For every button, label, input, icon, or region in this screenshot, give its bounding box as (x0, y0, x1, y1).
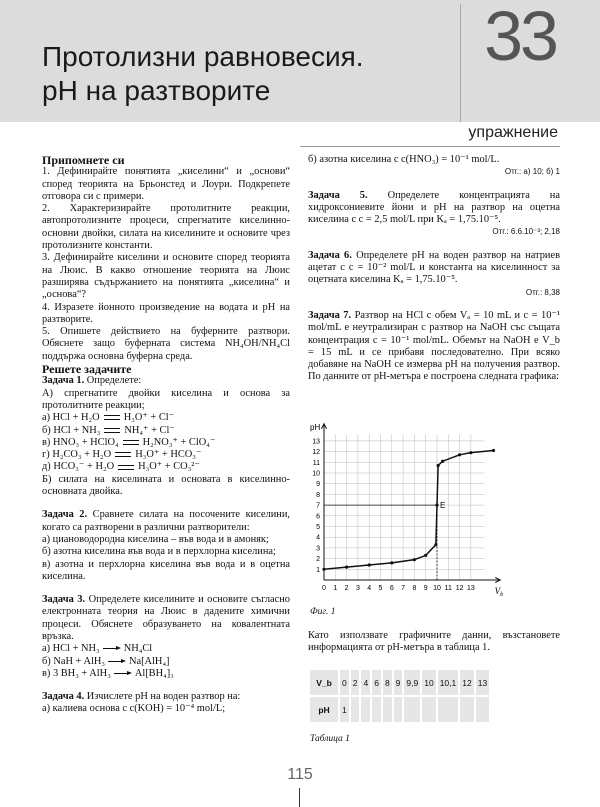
y-tick-label: 3 (316, 545, 320, 553)
x-tick-label: 11 (444, 585, 452, 592)
x-tick-label: 7 (401, 585, 406, 592)
y-tick-label: 13 (312, 438, 320, 446)
x-tick-label: 5 (378, 585, 383, 592)
arrow-right-icon (102, 645, 122, 652)
remember-item: 5. Опишете действието на буферните разтвори. Обяснете защо буферната система NH₄OH/NH₄Cl поддържа основна буферна среда. (42, 326, 290, 362)
title-line-2: рН на разтворите (42, 75, 271, 106)
chapter-divider (460, 4, 461, 122)
table-head-vb: V_b (310, 670, 338, 695)
table-cell: 1 (340, 697, 349, 722)
data-point (492, 449, 495, 452)
table-cell (361, 697, 370, 722)
task-6-answer: Отг.: 8,38 (525, 287, 560, 297)
equilibrium-arrow-icon (121, 438, 141, 447)
task-1-part-b: Б) силата на киселината и основата в киселинно-основната двойка. (42, 473, 290, 498)
y-tick-label: 6 (316, 513, 320, 521)
data-point (441, 460, 444, 463)
titration-chart (306, 416, 546, 606)
table-cell: 2 (351, 670, 360, 695)
right-column (308, 154, 560, 384)
data-point (424, 554, 427, 557)
data-point (458, 453, 461, 456)
reaction-line: б) NaH + AlH₃ Na[AlH₄] (42, 655, 170, 667)
task-3: Задача 3. Определете киселините и основите съгласно електронната теория на Люис в дадените химични процеси. Обяснете образуването на ковалентната връзка. (42, 594, 290, 642)
table-cell: 12 (460, 670, 473, 695)
x-tick-label: 3 (355, 585, 360, 592)
y-tick-label: 10 (312, 470, 320, 478)
x-tick-label: 9 (423, 585, 428, 592)
y-tick-label: 4 (316, 534, 320, 542)
x-tick-label: 13 (467, 585, 475, 592)
equilibrium-arrow-icon (116, 463, 136, 472)
table-cell (394, 697, 403, 722)
x-tick-label: 4 (367, 585, 372, 592)
solve-heading: Решете задачите (42, 362, 132, 377)
arrow-right-icon (113, 670, 133, 677)
table-cell (438, 697, 459, 722)
reaction-line: а) HCl + H₂O H₃O⁺ + Cl⁻ (42, 412, 175, 424)
table-cell (460, 697, 473, 722)
task-2-item: б) азотна киселина във вода и в перхлорна киселина; (42, 546, 276, 558)
reaction-line: а) HCl + NH₃ NH₄Cl (42, 643, 153, 655)
data-point (413, 558, 416, 561)
table-cell: 10,1 (438, 670, 459, 695)
left-column (42, 154, 290, 716)
title-line-1: Протолизни равновесия. (42, 41, 364, 72)
equilibrium-arrow-icon (113, 450, 133, 459)
section-label: упражнение (468, 124, 558, 141)
table-cell (372, 697, 381, 722)
titration-curve (324, 451, 494, 570)
reaction-line: б) HCl + NH₃ NH₄⁺ + Cl⁻ (42, 424, 175, 436)
figure-caption: Фиг. 1 (310, 607, 336, 617)
page-rule (299, 788, 300, 807)
x-tick-label: 1 (333, 585, 338, 592)
table-row (310, 697, 489, 722)
task-2-item: а) циановодородна киселина – във вода и в амоняк; (42, 533, 269, 545)
table-head-ph: рН (310, 697, 338, 722)
page-number: 115 (287, 766, 313, 783)
y-axis-label: pH (310, 423, 321, 433)
y-tick-label: 8 (316, 491, 320, 499)
table-cell (404, 697, 420, 722)
reaction-line: д) HCO₃⁻ + H₂O H₃O⁺ + CO₃²⁻ (42, 461, 200, 473)
table-row (310, 670, 489, 695)
task-2-item: в) азотна и перхлорна киселина във вода и в оцетна киселина. (42, 558, 290, 582)
page-title (42, 40, 364, 108)
table-cell (351, 697, 360, 722)
task-4-answer: Отг.: а) 10; б) 1 (504, 167, 560, 177)
equilibrium-arrow-icon (102, 413, 122, 422)
reaction-line: в) 3 BH₃ + AlH₃ Al[BH₄]₃ (42, 667, 174, 679)
data-point (434, 543, 437, 546)
y-tick-label: 12 (312, 449, 320, 457)
table-cell: 9,9 (404, 670, 420, 695)
remember-item: 4. Изразете йонното произведение на водата и рН на разтворите. (42, 301, 290, 325)
x-tick-label: 10 (433, 585, 441, 592)
remember-item: 1. Дефинирайте понятията „киселини“ и „основи“ според теорията на Брьонстед и Лоури. Подкрепете отговора си с примери. (42, 166, 290, 202)
data-point (469, 451, 472, 454)
table-caption: Таблица 1 (310, 734, 350, 744)
equivalence-label: E (440, 501, 446, 511)
remember-item: 2. Характеризирайте протолитните реакции, автопротолизните процеси, спрегнатите киселинно-основни двойки, силата на киселините и основите чрез протолизните константи. (42, 203, 290, 252)
task-7-instruction: Като използвате графичните данни, възстановете информацията от рН-метъра в таблица 1. (308, 630, 560, 654)
data-point (345, 566, 348, 569)
x-tick-label: 8 (412, 585, 417, 592)
task-5: Задача 5. Определете концентрацията на хидроксониевите йони и рН на разтвор на оцетна киселина с c = 2,5 mol/L при Kₐ = 1,75.10⁻⁵. (308, 189, 560, 226)
data-table (308, 668, 491, 724)
x-tick-label: 0 (322, 585, 326, 592)
task-4: Задача 4. Изчислете рН на воден разтвор на: (42, 691, 241, 703)
task-1: Задача 1. Определете: (42, 375, 142, 387)
table-cell (476, 697, 489, 722)
y-tick-label: 1 (316, 566, 320, 574)
task-2: Задача 2. Сравнете силата на посочените киселини, когато са разтворени в различни разтворители: (42, 509, 290, 533)
table-cell: 10 (422, 670, 435, 695)
table-cell: 0 (340, 670, 349, 695)
table-cell: 8 (383, 670, 392, 695)
reaction-line: в) HNO₃ + HClO₄ H₂NO₃⁺ + ClO₄⁻ (42, 436, 216, 448)
table-cell (422, 697, 435, 722)
arrow-right-icon (107, 658, 127, 665)
task-6: Задача 6. Определете рН на воден разтвор на натриев ацетат с c = 10⁻² mol/L и константа на киселинност за оцетната киселина Kₐ = 1,75.10⁻⁵. (308, 249, 560, 286)
data-point (368, 563, 371, 566)
equilibrium-arrow-icon (102, 426, 122, 435)
y-tick-label: 2 (316, 556, 320, 564)
x-tick-label: 2 (344, 585, 349, 592)
data-point (322, 568, 325, 571)
x-tick-label: 12 (455, 585, 464, 592)
x-tick-label: 6 (389, 585, 394, 592)
y-tick-label: 5 (316, 524, 320, 531)
remember-item: 3. Дефинирайте киселини и основите според теорията на Люис. В какво отношение теорията на Люис разширява съдържанието на понятията „киселина“ и „основа“? (42, 252, 290, 301)
table-cell (383, 697, 392, 722)
data-point (390, 561, 393, 564)
section-rule (300, 146, 560, 147)
table-cell: 6 (372, 670, 381, 695)
task-5-answer: Отг.: 6.6.10⁻³; 2,18 (492, 227, 560, 237)
x-axis-label: $V_b$ (494, 586, 504, 598)
y-tick-label: 9 (316, 481, 320, 489)
task-4-part-b: б) азотна киселина с c(HNO₃) = 10⁻¹ mol/L. (308, 154, 500, 165)
table-cell: 4 (361, 670, 370, 695)
task-4-part-a: а) калиева основа с c(KOH) = 10⁻⁴ mol/L; (42, 703, 226, 715)
y-tick-label: 7 (316, 502, 320, 510)
data-point (437, 464, 440, 467)
table-cell: 13 (476, 670, 489, 695)
task-1-part-a: А) спрегнатите двойки киселина и основа за протолитните реакции; (42, 387, 290, 411)
table-cell: 9 (394, 670, 403, 695)
y-tick-label: 11 (312, 459, 320, 467)
reaction-line: г) H₂CO₃ + H₂O H₃O⁺ + HCO₃⁻ (42, 449, 202, 461)
remember-heading: Припомнете си (42, 153, 125, 167)
data-point (435, 504, 438, 507)
task-7: Задача 7. Разтвор на HCl с обем Vₐ = 10 mL и c = 10⁻¹ mol/mL е неутрализиран с разтвор на NaOH със същата концентрация c = 10⁻¹ mol/mL. Обемът на NaOH е V_b = 15 mL и се прибавя последователно. При всяко добавяне на NaOH се измерва рН на получения разтвор. По данните от рН-метъра е построена следната графика: (308, 309, 560, 383)
chapter-number: 33 (484, 0, 556, 75)
